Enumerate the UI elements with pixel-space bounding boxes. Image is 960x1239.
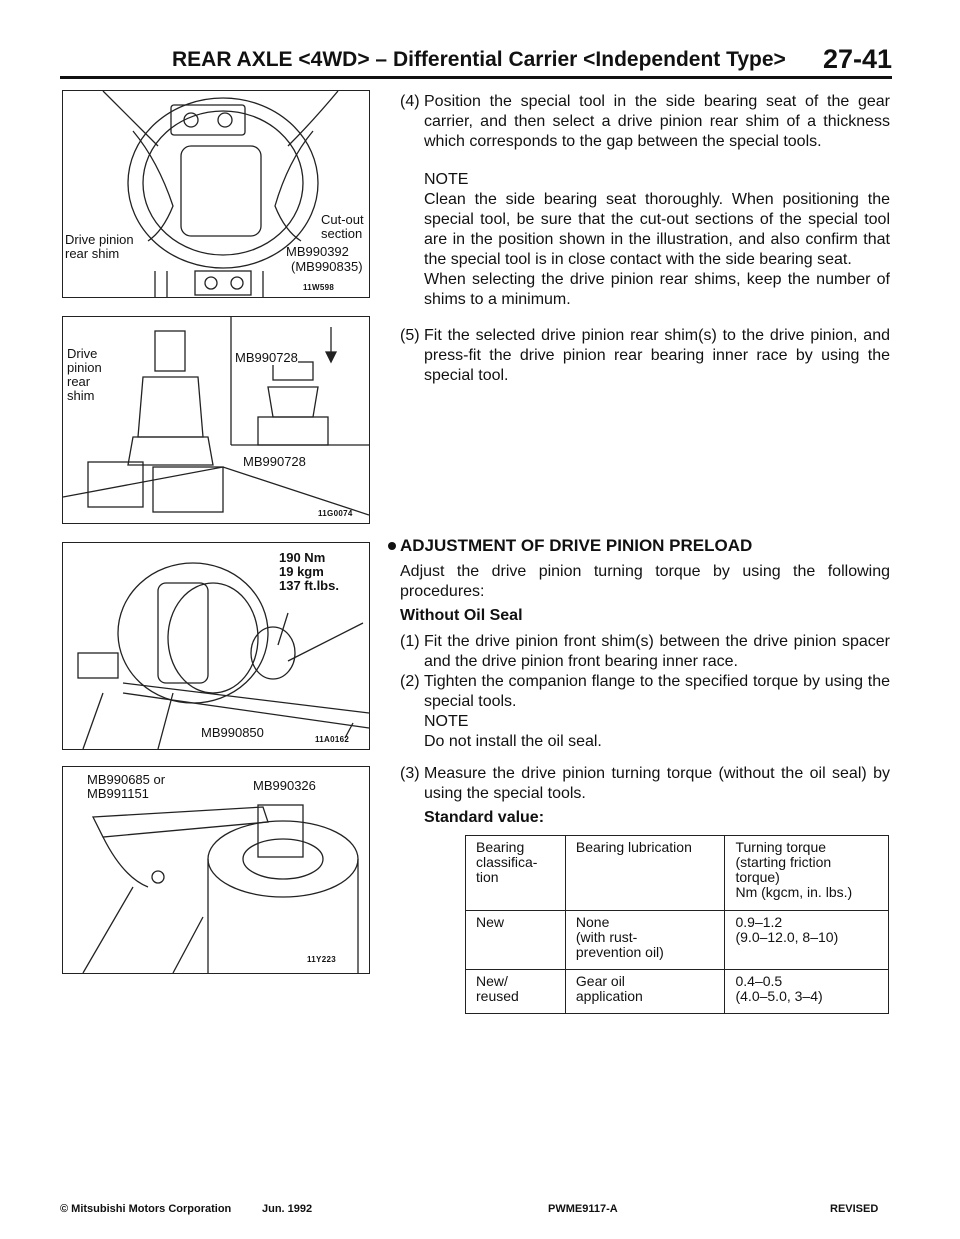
note-1 bbox=[424, 170, 890, 310]
footer-status: REVISED bbox=[830, 1203, 879, 1215]
step-text: Fit the selected drive pinion rear shim(s) to the drive pinion, and press-fit the drive pinion rear bearing inner race by using the special tool. bbox=[424, 327, 890, 384]
step-3 bbox=[400, 764, 890, 804]
section-subheading: Without Oil Seal bbox=[400, 607, 523, 624]
bullet bbox=[388, 542, 396, 550]
table-cell: New bbox=[466, 911, 566, 970]
table-row bbox=[466, 911, 889, 970]
step-number: (2) bbox=[400, 673, 420, 690]
standard-value-table bbox=[465, 835, 889, 1014]
figure-2-code: 11G0074 bbox=[318, 509, 353, 518]
page-number: 27-41 bbox=[822, 44, 892, 74]
figure-companion-flange-torque bbox=[62, 542, 370, 750]
section-heading: ADJUSTMENT OF DRIVE PINION PRELOAD bbox=[400, 536, 753, 555]
figure-4-label-tool-left: MB990685 or MB991151 bbox=[87, 772, 166, 801]
page-title: REAR AXLE <4WD> – Differential Carrier <Independent Type> bbox=[172, 48, 786, 71]
table-cell: Gear oil application bbox=[565, 970, 725, 1014]
step-text: Position the special tool in the side bearing seat of the gear carrier, and then select a drive pinion rear shim of a thickness which corresponds to the gap between the special tools. bbox=[424, 93, 890, 150]
figure-3-label-torque: 190 Nm 19 kgm 137 ft.lbs. bbox=[279, 550, 339, 593]
figure-turning-torque-measure bbox=[62, 766, 370, 974]
figure-3-label-tool: MB990850 bbox=[201, 725, 264, 740]
step-1 bbox=[400, 632, 890, 672]
footer-copyright: © Mitsubishi Motors Corporation bbox=[60, 1203, 232, 1215]
note-text-2: When selecting the drive pinion rear shims, keep the number of shims to a minimum. bbox=[424, 271, 890, 308]
figure-1-label-drive-pinion-rear-shim: Drive pinion rear shim bbox=[65, 232, 134, 261]
figure-2-label-tool-top: MB990728 bbox=[235, 350, 298, 365]
figure-2-illustration bbox=[63, 317, 369, 523]
step-text: Fit the drive pinion front shim(s) between the drive pinion spacer and the drive pinion front bearing inner race. bbox=[424, 633, 890, 670]
step-number: (5) bbox=[400, 327, 420, 344]
table-header-cell: Turning torque (starting friction torque) Nm (kgcm, in. lbs.) bbox=[725, 836, 889, 911]
figure-1-label-tool-alt: (MB990835) bbox=[291, 259, 363, 274]
step-4 bbox=[400, 92, 890, 152]
section-intro: Adjust the drive pinion turning torque by using the following procedures: bbox=[400, 563, 890, 600]
table-header-cell: Bearing classifica- tion bbox=[466, 836, 566, 911]
note-text: Clean the side bearing seat thoroughly. When positioning the special tool, be sure that the cut-out sections of the special tool are in the position shown in the illustration, and also confirm that the special tool is in close contact with the side bearing seat. bbox=[424, 191, 890, 268]
table-cell: 0.9–1.2 (9.0–12.0, 8–10) bbox=[725, 911, 889, 970]
table-cell: 0.4–0.5 (4.0–5.0, 3–4) bbox=[725, 970, 889, 1014]
figure-4-code: 11Y223 bbox=[307, 955, 336, 964]
figure-pinion-press-fit bbox=[62, 316, 370, 524]
step-2 bbox=[400, 672, 890, 712]
figure-2-label-tool-bottom: MB990728 bbox=[243, 454, 306, 469]
footer-doc-number: PWME9117-A bbox=[548, 1203, 618, 1215]
table-header-row bbox=[466, 836, 889, 911]
figure-1-code: 11W598 bbox=[303, 283, 335, 292]
figure-1-label-tool: MB990392 bbox=[286, 244, 349, 259]
step-number: (3) bbox=[400, 765, 420, 782]
note-text: Do not install the oil seal. bbox=[424, 733, 602, 750]
page-header bbox=[60, 44, 892, 84]
note-label: NOTE bbox=[424, 171, 469, 188]
figure-2-label-drive-pinion-rear-shim: Drive pinion rear shim bbox=[67, 346, 102, 403]
figure-side-bearing-seat bbox=[62, 90, 370, 298]
table-cell: New/ reused bbox=[466, 970, 566, 1014]
table-row bbox=[466, 970, 889, 1014]
table-header-cell: Bearing lubrication bbox=[565, 836, 725, 911]
figure-3-code: 11A0162 bbox=[315, 735, 350, 744]
note-2 bbox=[424, 712, 890, 752]
footer-date: Jun. 1992 bbox=[262, 1203, 313, 1215]
table-cell: None (with rust- prevention oil) bbox=[565, 911, 725, 970]
step-text: Tighten the companion flange to the specified torque by using the special tools. bbox=[424, 673, 890, 710]
note-label: NOTE bbox=[424, 713, 469, 730]
step-number: (4) bbox=[400, 93, 420, 110]
step-5 bbox=[400, 326, 890, 386]
figure-1-label-cutout: Cut-out section bbox=[321, 212, 364, 241]
header-rule bbox=[60, 76, 892, 79]
step-number: (1) bbox=[400, 633, 420, 650]
figure-4-label-tool-right: MB990326 bbox=[253, 778, 316, 793]
standard-value-label: Standard value: bbox=[424, 809, 545, 826]
step-text: Measure the drive pinion turning torque (without the oil seal) by using the special tools. bbox=[424, 765, 890, 802]
